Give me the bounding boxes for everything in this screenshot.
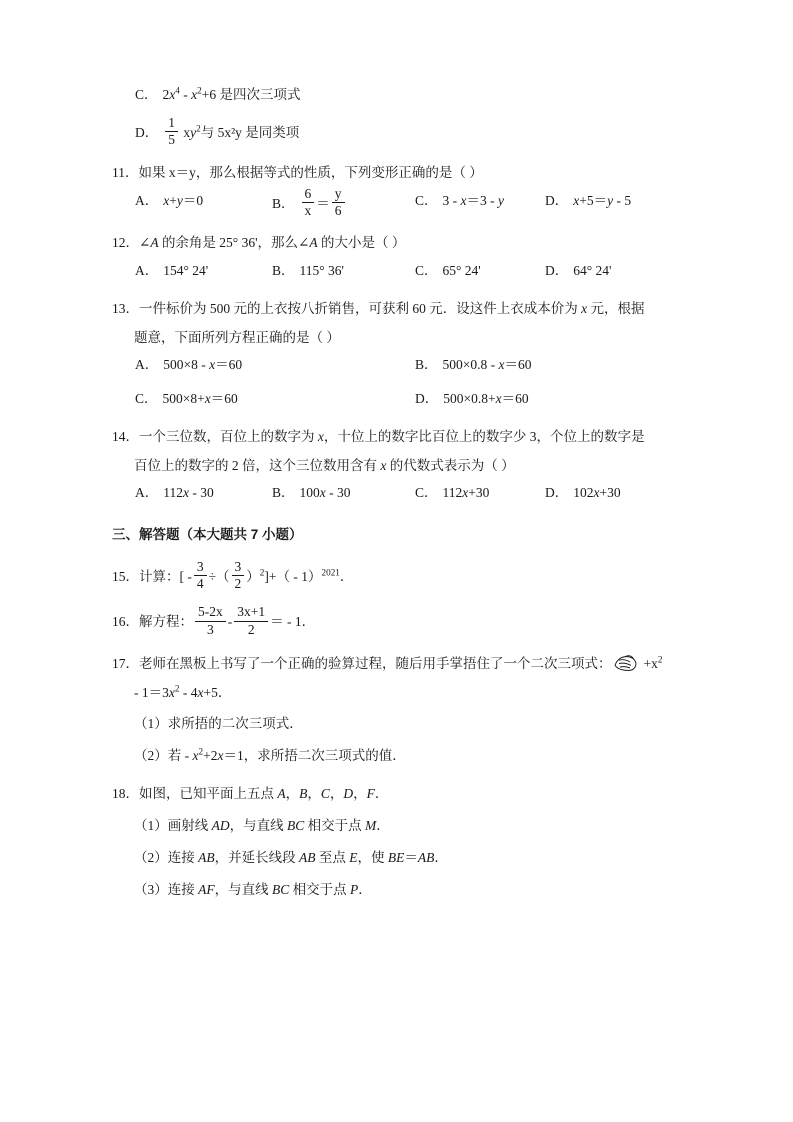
question-11-options	[112, 186, 692, 222]
q16-fraction-2	[234, 605, 268, 636]
question-18-number: 18．	[112, 785, 139, 801]
q10-option-d[interactable]	[135, 116, 299, 147]
question-17-text-line2: - $1=3x^2 - 4x+5$．	[134, 683, 232, 700]
q12-option-b[interactable]	[272, 260, 344, 282]
q14-option-c-text: 112x+30	[442, 485, 490, 500]
q12-option-a-text: 154° 24'	[163, 263, 209, 278]
question-11-text: 如果 x＝y，那么根据等式的性质，下列变形正确的是（ ）	[138, 165, 483, 180]
q15-exponent-1: 2	[259, 567, 265, 578]
q16-fraction-1	[195, 605, 226, 636]
question-13-options-row2	[112, 388, 692, 416]
q10-option-d-row	[112, 115, 692, 152]
q13-option-d-label: D．	[415, 391, 439, 406]
q15-fraction-1-denominator: 4	[196, 576, 204, 592]
question-12-number: 12．	[112, 235, 139, 250]
q11-option-c-text: 3 - x＝3 - y	[442, 193, 505, 208]
q11-option-b-fraction-left	[302, 187, 315, 218]
question-18-stem	[112, 783, 692, 805]
q10-option-d-denominator: 5	[168, 132, 175, 148]
q13-option-b-text: 500×0.8 - x＝60	[442, 357, 532, 372]
question-17-part-2: （2）若 - $x^2+2x=1$，求所捂二次三项式的值．	[134, 746, 406, 763]
question-13-text-line2: 题意，下面所列方程正确的是（ ）	[134, 330, 340, 345]
q15-fraction-2-numerator: 3	[232, 560, 245, 576]
q11-option-a-label: A．	[135, 193, 159, 208]
q15-fraction-1	[194, 560, 207, 591]
question-14-number: 14．	[112, 429, 139, 444]
q13-option-c-text: 500×8+x＝60	[162, 391, 238, 406]
question-15-label: 计算：	[139, 568, 180, 584]
q11-option-c[interactable]	[415, 190, 504, 212]
q16-right-side: ＝ - 1．	[270, 614, 316, 630]
question-16-equation	[193, 604, 316, 637]
q10-option-c-label: C．	[135, 87, 158, 102]
q10-option-c[interactable]	[135, 84, 300, 106]
hand-palm-icon	[613, 654, 643, 673]
q10-option-c-text: 是四次三项式	[219, 87, 301, 102]
q11-option-d-text: x+5＝y - 5	[573, 193, 632, 208]
question-13-stem	[112, 298, 692, 320]
q10-option-d-label: D．	[135, 124, 159, 140]
q13-option-a[interactable]	[135, 354, 242, 376]
q10-option-d-numerator: 1	[165, 116, 178, 132]
question-18-part-3: （3）连接 AF，与直线 BC 相交于点 P．	[134, 881, 372, 897]
q15-period: ．	[339, 568, 354, 584]
q12-option-c[interactable]	[415, 260, 481, 282]
q12-option-a-label: A．	[135, 263, 159, 278]
q14-option-d[interactable]	[545, 482, 621, 504]
q11-option-a[interactable]	[135, 190, 203, 212]
q16-fraction-1-denominator: 3	[207, 621, 214, 637]
q11-option-b-left-numerator: 6	[302, 187, 315, 203]
question-15-number: 15．	[112, 568, 139, 584]
q12-option-d-text: 64° 24'	[573, 263, 612, 278]
q10-option-d-text: 与 5x²y 是同类项	[200, 124, 300, 140]
page-content	[112, 78, 692, 901]
q11-option-c-label: C．	[415, 193, 438, 208]
q13-option-c[interactable]	[135, 388, 238, 410]
q10-option-d-expr: $xy^2$	[180, 123, 201, 140]
q16-fraction-2-numerator: 3x+1	[234, 605, 268, 621]
question-18-part-2: （2）连接 AB，并延长线段 AB 至点 E，使 BE＝AB．	[134, 849, 448, 865]
q15-exponent-2: 2021	[321, 567, 340, 578]
q11-option-b-right-numerator: y	[332, 187, 345, 203]
q14-option-a[interactable]	[135, 482, 214, 504]
q15-fraction-2	[232, 560, 245, 591]
q13-option-d-text: 500×0.8+x＝60	[443, 391, 529, 406]
q12-option-a[interactable]	[135, 260, 208, 282]
q14-option-b-text: 100x - 30	[299, 485, 351, 500]
q15-divide-sign: ÷	[208, 568, 217, 584]
q14-option-c-label: C．	[415, 485, 438, 500]
q13-option-b[interactable]	[415, 354, 532, 376]
q14-option-d-text: 102x+30	[573, 485, 621, 500]
q16-fraction-1-numerator: 5-2x	[195, 605, 226, 621]
q11-option-b-fraction-right	[332, 187, 345, 218]
q15-second-term: （ - 1）	[276, 568, 322, 584]
q13-option-c-label: C．	[135, 391, 158, 406]
question-14-text-line1: 一个三位数，百位上的数字为 x，十位上的数字比百位上的数字少 3，个位上的数字是	[139, 429, 645, 444]
question-16	[112, 605, 692, 636]
q12-option-c-label: C．	[415, 263, 438, 278]
q11-option-b-label: B．	[272, 195, 295, 211]
q12-option-d-label: D．	[545, 263, 569, 278]
question-17-after-icon	[644, 656, 663, 671]
question-17-part-1: （1）求所捂的二次三项式．	[134, 715, 303, 731]
q14-option-a-text: 112x - 30	[163, 485, 214, 500]
question-16-label: 解方程：	[139, 614, 193, 630]
section-3-heading: 三、解答题（本大题共 7 小题）	[112, 527, 303, 542]
q15-paren-close: ）	[246, 568, 260, 584]
q12-option-c-text: 65° 24'	[442, 263, 481, 278]
question-16-number: 16．	[112, 614, 139, 630]
question-17-stem	[112, 653, 692, 675]
q14-option-c[interactable]	[415, 482, 489, 504]
q11-option-d[interactable]	[545, 190, 631, 212]
question-17-text-line1: 老师在黑板上书写了一个正确的验算过程，随后用手掌捂住了一个二次三项式：	[139, 655, 612, 671]
q12-option-b-text: 115° 36'	[299, 263, 344, 278]
q13-option-a-label: A．	[135, 357, 159, 372]
q11-option-b[interactable]	[272, 187, 347, 218]
question-15-expression	[179, 559, 354, 592]
q10-option-c-row	[112, 84, 692, 112]
q16-minus-sign: -	[227, 614, 233, 630]
q13-option-d[interactable]	[415, 388, 529, 410]
question-14-options	[112, 482, 692, 510]
question-18-part-1: （1）画射线 AD，与直线 BC 相交于点 M．	[134, 817, 390, 833]
q15-fraction-1-numerator: 3	[194, 560, 207, 576]
question-11-number: 11．	[112, 165, 139, 180]
q10-option-d-fraction	[165, 116, 178, 147]
q15-bracket-close: ]	[264, 568, 269, 584]
question-14-stem	[112, 426, 692, 448]
question-12-text: ∠A 的余角是 25° 36'，那么∠A 的大小是（ ）	[139, 235, 406, 250]
q15-bracket-open: [ -	[179, 568, 192, 584]
q12-option-b-label: B．	[272, 263, 295, 278]
q17-after-icon-exponent: 2	[657, 654, 663, 665]
q15-paren-open: （	[216, 568, 230, 584]
question-12-options	[112, 260, 692, 288]
q16-fraction-2-denominator: 2	[247, 621, 255, 637]
q13-option-b-label: B．	[415, 357, 438, 372]
question-12-stem	[112, 232, 692, 254]
q11-option-b-right-denominator: 6	[334, 203, 342, 219]
q15-plus-sign: +	[268, 568, 277, 584]
q14-option-d-label: D．	[545, 485, 569, 500]
q12-option-d[interactable]	[545, 260, 611, 282]
question-13-text-line1: 一件标价为 500 元的上衣按八折销售，可获利 60 元．设这件上衣成本价为 x 元，根据	[139, 301, 645, 316]
q17-after-icon-text: +x	[643, 655, 658, 671]
question-18-text: 如图，已知平面上五点 A，B，C，D，F．	[139, 785, 389, 801]
q11-option-d-label: D．	[545, 193, 569, 208]
q11-option-a-text: x+y＝0	[163, 193, 204, 208]
q10-option-c-expr: $2x^4 - x^2+6$	[162, 85, 220, 102]
q15-fraction-2-denominator: 2	[234, 576, 242, 592]
question-13-options-row1	[112, 354, 692, 382]
q11-option-b-left-denominator: x	[304, 203, 312, 219]
question-11-stem	[112, 162, 692, 184]
q14-option-b[interactable]	[272, 482, 351, 504]
question-13-number: 13．	[112, 301, 139, 316]
q14-option-a-label: A．	[135, 485, 159, 500]
q13-option-a-text: 500×8 - x＝60	[163, 357, 243, 372]
q11-option-b-equals: ＝	[316, 195, 330, 211]
question-17-number: 17．	[112, 655, 139, 671]
question-15	[112, 560, 692, 591]
question-14-text-line2: 百位上的数字的 2 倍，这个三位数用含有 x 的代数式表示为（ ）	[134, 458, 515, 473]
q14-option-b-label: B．	[272, 485, 295, 500]
